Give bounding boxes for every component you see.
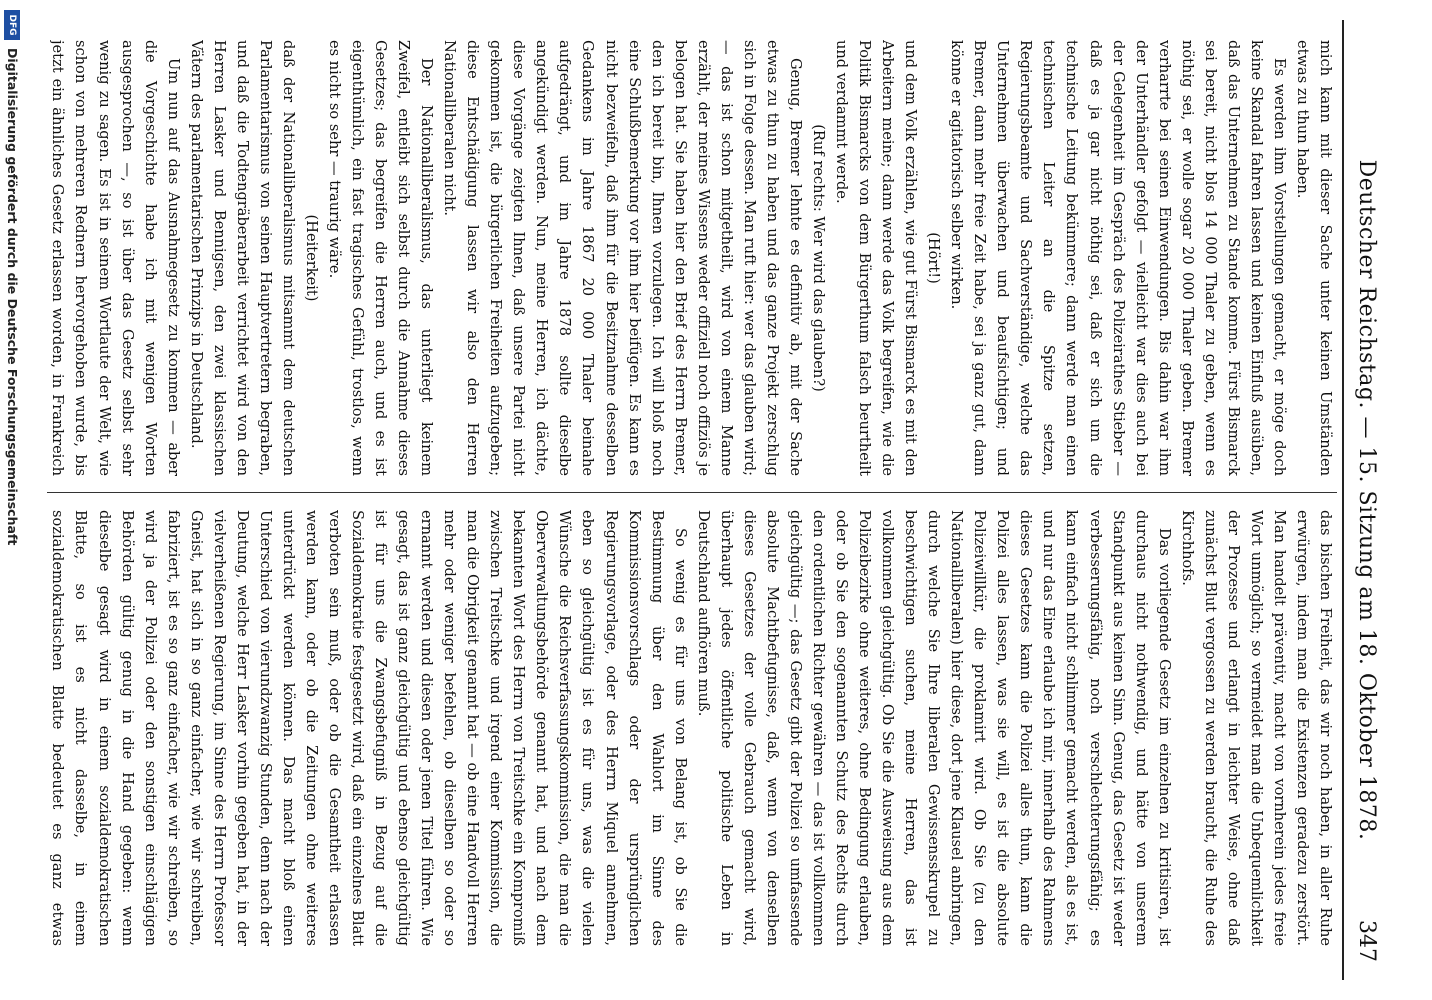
interjection: (Ruf rechts: Wer wird das glauben?): [809, 124, 827, 392]
paragraph: mich kann mit dieser Sache unter keinen Umständen etwas zu thun haben.: [1293, 40, 1334, 476]
paragraph: Das vorliegende Gesetz im einzelnen zu kritisiren, ist durchaus nicht nothwendig, und hätte von unserem Standpunkt aus keinen Sinn. Genug, das Gesetz ist weder verbesserungsfähig, noch verschlechterungsfähig; es kann einfach nicht schlimmer gemacht werden, als es ist, und nur das Eine erlaube ich mir, innerhalb des Rahmens dieses Gesetzes kann die Polizei alles thun, kann die Polizei alles lassen, was sie will, es ist die absolute Polizeiwillkür, die proklamirt wird. Ob Sie (zu den Nationalliberalen) hier diese, dort jene Klausel anbringen, durch welche Sie Ihre liberalen Gewissensskrupel zu beschwichtigen suchen, meine Herren, das ist vollkommen gleichgültig. Ob Sie die Ausweisung aus dem Polizeibezirke ohne weiteres, ohne Bedingung erlauben, oder ob Sie den sogenannten Schutz des Rechts durch den ordentlichen Richter gewähren — das ist vollkommen gleichgültig —; das Gesetz gibt der Polizei so umfassende absolute Machtbefugnisse, daß, wenn von denselben dieses Gesetzes der volle Gebrauch gemacht wird, überhaupt jedes öffentliche politische Leben in Deutschland aufhören muß.: [694, 510, 1173, 946]
text-column-right: [47, 510, 1337, 946]
paragraph: und dem Volk erzählen, wie gut Fürst Bismarck es mit den Arbeitern meine; dann werde das Volk begreifen, wie die Politik Bismarcks von dem Bürgerthum falsch beurtheilt und verdammt werde.: [833, 40, 920, 476]
paragraph: das bischen Freiheit, das wir noch haben, in aller Ruhe erwürgen, indem man die Existenzen geradezu zerstört. Man handelt präventiv, macht von vornherein jedes freie Wort unmöglich; so vermeidet man die Unbequemlichkeit der Prozesse und erlangt in leichter Weise, ohne daß zunächst Blut vergossen zu werden braucht, die Ruhe des Kirchhofs.: [1178, 510, 1334, 946]
paragraph: daß der Nationalliberalismus mitsammt dem deutschen Parlamentarismus von seinen Hauptvertretern begraben, und daß die Todtengräberarbeit verrichtet wird von den Herren Lasker und Bennigsen, den zwei klassischen Vätern des parlamentarischen Prinzips in Deutschland.: [187, 40, 297, 476]
paragraph: Genug, Bremer lehnte es definitiv ab, mit der Sache etwas zu thun zu haben und das ganze Projekt zerschlug sich in Folge dessen. Man ruft hier: wer das glauben wird; — das ist schon mitgetheilt, wird von einem Manne erzählt, der meines Wissens weder offiziell noch offiziös je belogen hat. Sie haben hier den Brief des Herrn Bremer, den ich bereit bin, Ihnen vorzulegen. Ich will bloß noch eine Schlußbemerkung vor ihm hier beifügen. Es kann es nicht bezweifeln, daß ihm für die Besitznahme desselben Gedankens im Jahre 1867 20 000 Thaler beinahe aufgedrängt, und im Jahre 1878 sollte dieselbe angekündigt werden. Nun, meine Herren, ich dächte, diese Vorgänge zeigten Ihnen, daß unsere Partei nicht gekommen ist, die bürgerlichen Freiheiten aufzugeben; diese Entschädigung lassen wir also den Herren Nationalliberalen nicht.: [441, 40, 804, 476]
paragraph: Der Nationalliberalismus, das unterliegt keinem Zweifel, entleibt sich selbst durch die Annahme dieses Gesetzes; das begreifen die Herren auch, und es ist eigenthümlich, ein fast tragisches Gefühl, trostlos, wenn es nicht so sehr — traurig wäre.: [325, 40, 436, 476]
paragraph: So wenig es für uns von Belang ist, ob Sie die Bestimmung über den Wahlort im Sinne des Kommissionsvorschlags oder der ursprünglichen Regierungsvorlage, oder des Herrn Miquel annehmen, eben so gleichgültig ist es für uns, was die vielen Wünsche die Reichsverfassungskommission, die man die Oberverwaltungsbehörde genannt hat, und nach dem bekannten Wort des Herrn von Treitschke ein Kompromiß zwischen Treitschke und irgend einer Kommission, die man die Obrigkeit genannt hat — ob eine Handvoll Herren mehr oder weniger befehlen, ob dieselben so oder so ernannt werden und diesen oder jenen Titel führen. Wie gesagt, das ist ganz gleichgültig und ebenso gleichgültig ist für uns die Zwangsbefugniß in Bezug auf die Sozialdemokratie festgesetzt wird, daß ein einzelnes Blatt verboten sein muß, oder ob die Gesamtheit erlassen werden kann, oder ob die Zeitungen ohne weiteres unterdrückt werden können. Das macht bloß einen Unterschied von vierundzwanzig Stunden, denn nach der Deutung, welche Herr Lasker vorhin gegeben hat, in der vielverheißenen Regierung, im Sinne des Herrn Professor Gneist, hat sich in so ganz einfacher, wie wir schreiben, fabriziert, ist es so ganz einfacher, wie wir schreiben, so wird ja der Polizei oder den sonstigen einschlägigen Behörden gültig genug in die Hand gegeben: wenn dieselbe gesagt wird in einem sozialdemokratischen Blatte, so ist es nicht dasselbe, in einem sozialdemokratischen Blatte bedeutet es ganz etwas: [49, 510, 689, 946]
paragraph: Um nun auf das Ausnahmegesetz zu kommen — aber die Vorgeschichte habe ich mit wenigen Worten ausgesprochen —, so ist über das Gesetz selbst sehr wenig zu sagen. Es ist in seinem Wortlaute der Welt, wie schon von mehreren Rednern hervorgehoben wurde, bis jetzt ein ähnliches Gesetz erlassen worden, in Frankreich: [49, 40, 182, 476]
text-column-left: [47, 40, 1337, 476]
paragraph: Es werden ihm Vorstellungen gemacht, er möge doch keine Skandal fahren lassen und keinen Einfluß ausüben, daß das Unternehmen zu Stande komme. Fürst Bismarck sei bereit, nicht blos 14 000 Thaler zu geben, wenn es nöthig sei, er wolle sogar 20 000 Thaler geben. Bremer verharrte bei seinen Einwendungen. Bis dahin war ihm der Unterhändler gefolgt — vielleicht war dies auch bei der Gelegenheit im Gespräch des Polizeirathes Stieber — daß es ja gar nicht nöthig sei, daß er sich um die technische Leitung bekümmere; dann werde man einen technischen Leiter an die Spitze setzen, Regierungsbeamte und Sachverständige, welche das Unternehmen überwachen und beaufsichtigen; und Bremer, dann mehr freie Zeit habe, sei ja ganz gut, dann könne er agitatorisch selber wirken.: [948, 40, 1288, 476]
header-rule: [1342, 20, 1344, 980]
column-divider: [47, 492, 1337, 493]
digitization-footer: [0, 0, 24, 1000]
interjection: (Hört!): [925, 232, 943, 284]
page-header: [1346, 20, 1386, 980]
running-title: Deutscher Reichstag. — 15. Sitzung am 18. Oktober 1878.: [1354, 159, 1379, 841]
page-number: 347: [1354, 920, 1379, 962]
dfg-logo: DFG: [4, 10, 20, 40]
interjection: (Heiterkeit): [302, 214, 320, 302]
funding-credit: Digitalisierung gefördert durch die Deutsche Forschungsgemeinschaft: [5, 48, 20, 546]
